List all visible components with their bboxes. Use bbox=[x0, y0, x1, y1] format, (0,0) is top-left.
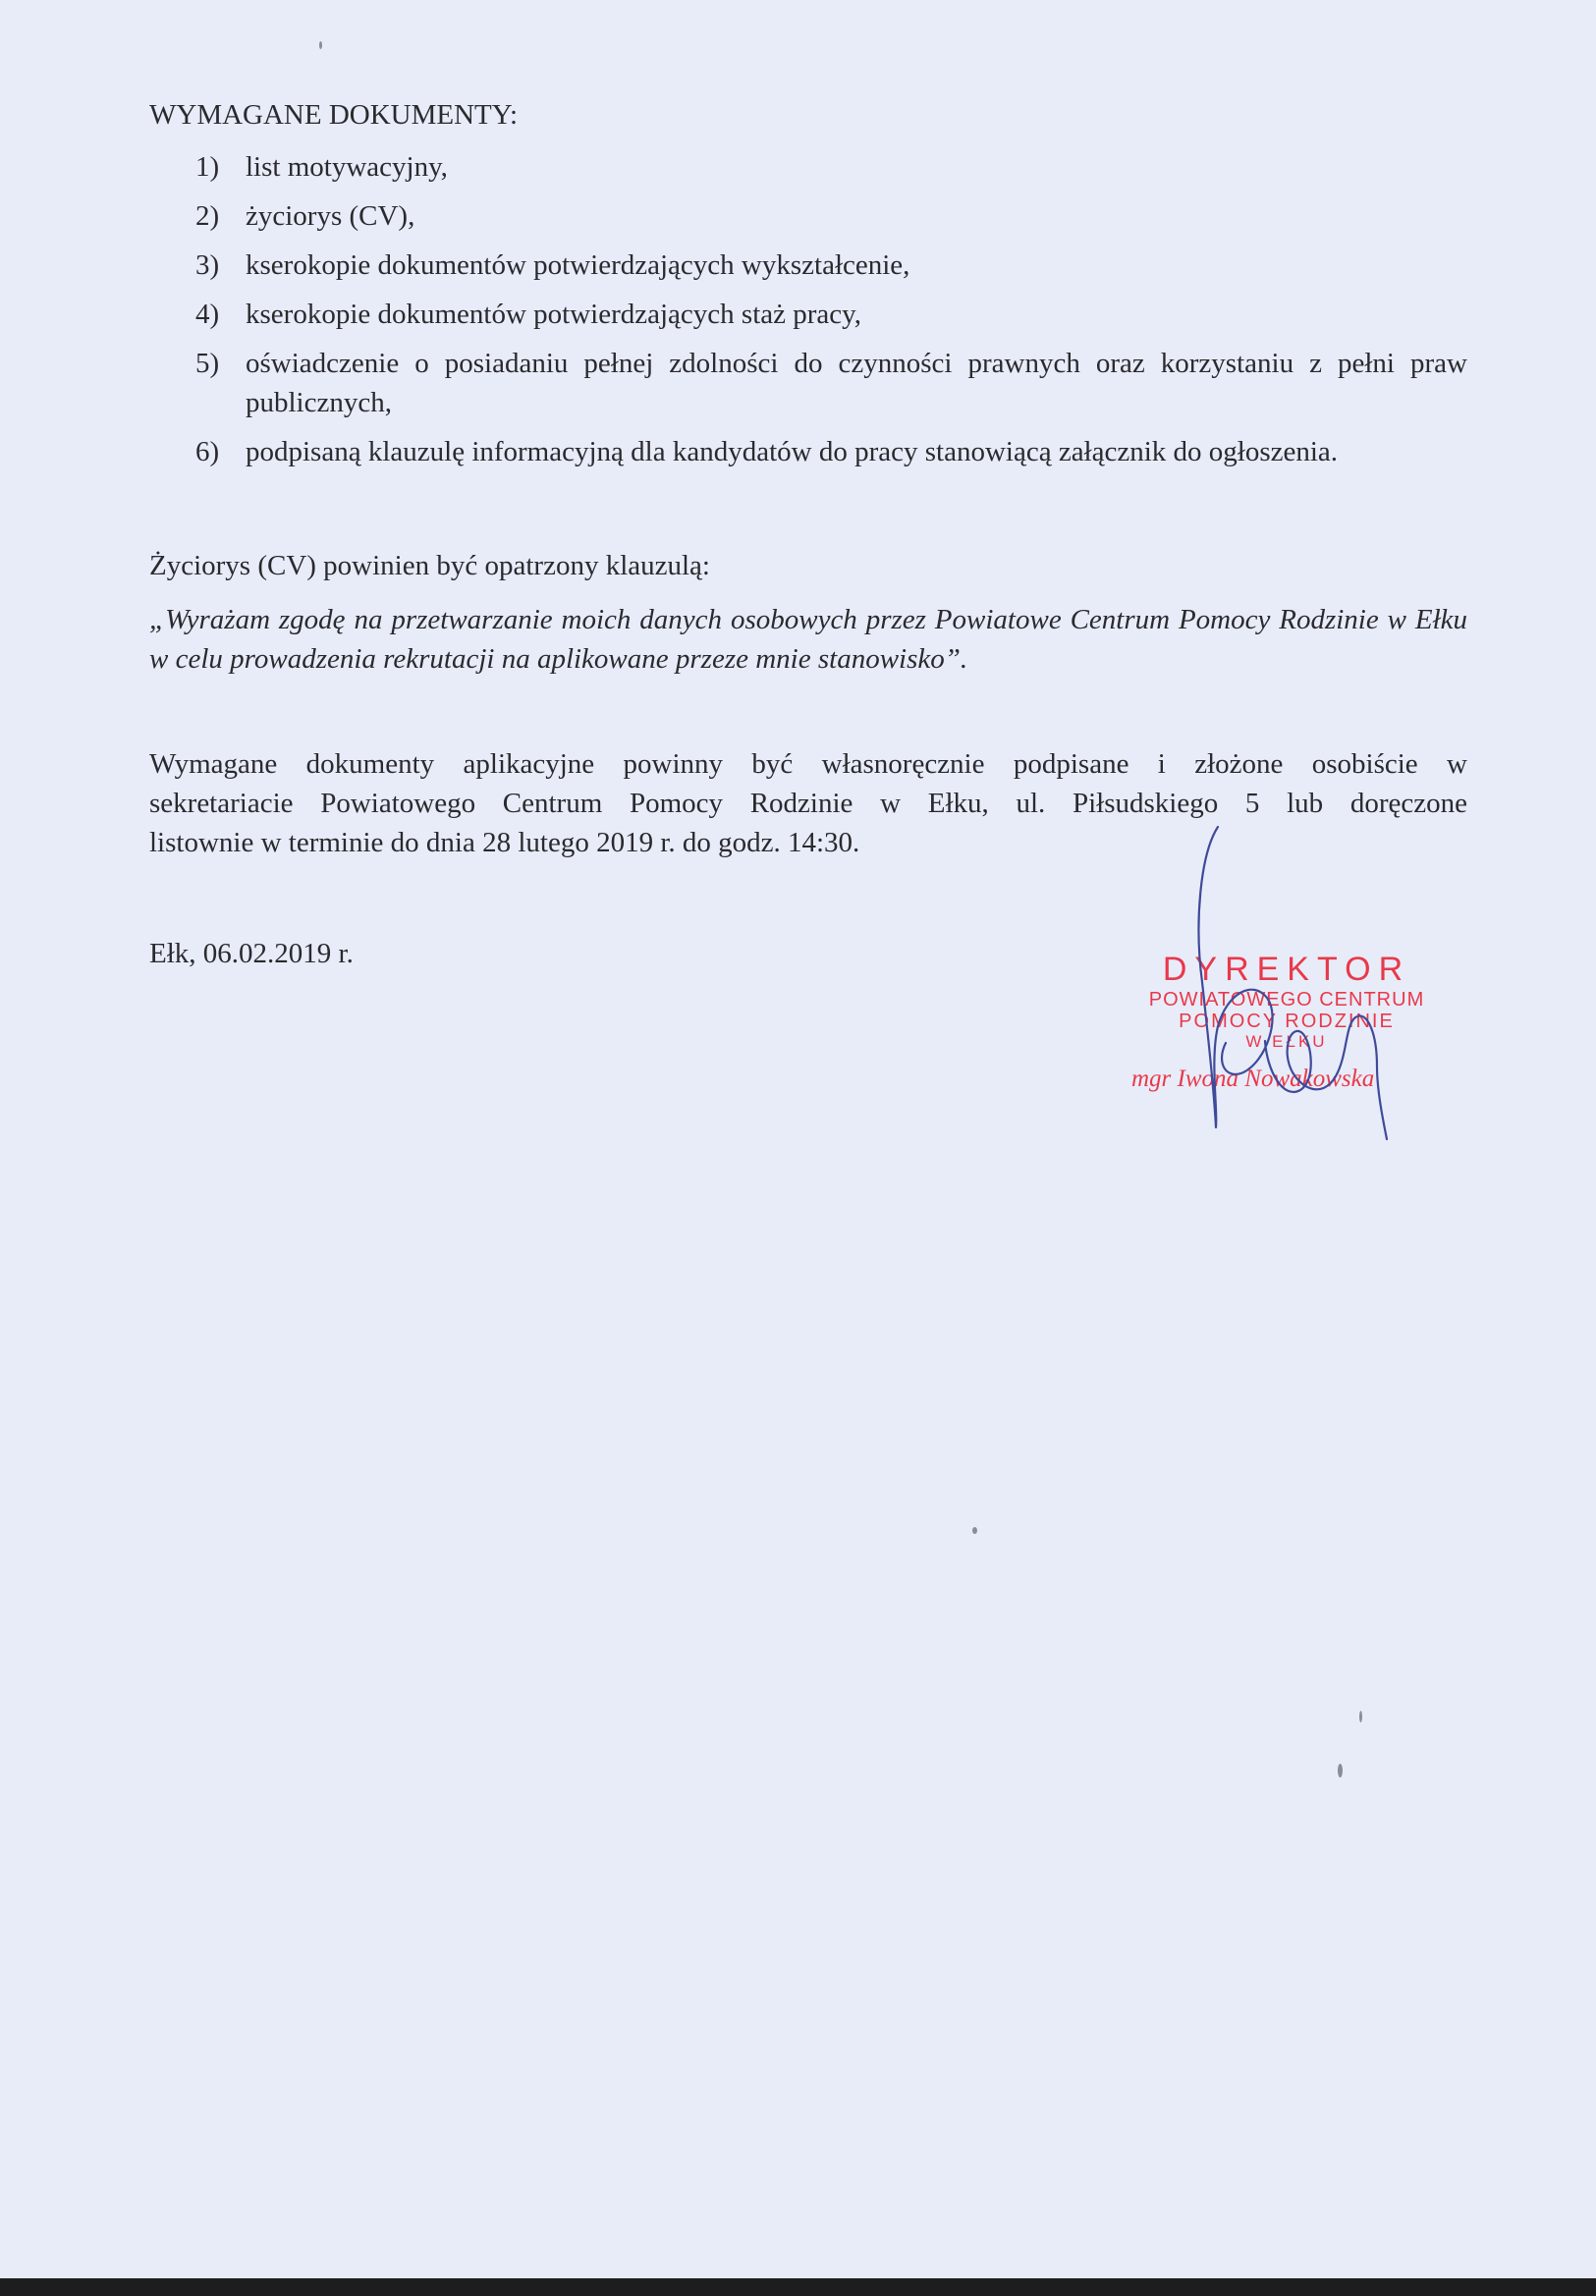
list-item bbox=[149, 196, 1467, 236]
stamp-institution-line: W EŁKU bbox=[1245, 1032, 1328, 1051]
list-item-text: oświadczenie o posiadaniu pełnej zdolności do czynności prawnych oraz korzystaniu z pełni praw publicznych, bbox=[246, 348, 1467, 418]
stamp-title: DYREKTOR bbox=[1162, 951, 1411, 988]
scan-speck bbox=[972, 1527, 977, 1534]
list-item-number: 5) bbox=[195, 348, 220, 379]
list-item-number: 4) bbox=[195, 299, 220, 330]
scan-speck bbox=[1359, 1711, 1362, 1722]
stamp-signatory-name: mgr Iwona Nowakowska bbox=[1131, 1066, 1375, 1092]
list-item bbox=[149, 432, 1467, 471]
director-stamp bbox=[1105, 943, 1468, 1110]
stamp-institution-line: POWIATOWEGO CENTRUM bbox=[1148, 989, 1425, 1011]
submission-line: sekretariacie Powiatowego Centrum Pomocy Rodzinie w Ełku, ul. Piłsudskiego 5 lub doręczone bbox=[149, 788, 1467, 819]
list-item-text: list motywacyjny, bbox=[246, 151, 448, 183]
required-documents-list bbox=[149, 147, 1467, 481]
list-item-number: 1) bbox=[195, 151, 220, 183]
list-item bbox=[149, 295, 1467, 334]
place-and-date: Ełk, 06.02.2019 r. bbox=[149, 938, 354, 969]
list-item-text: życiorys (CV), bbox=[246, 200, 415, 232]
list-item bbox=[149, 246, 1467, 285]
submission-line: listownie w terminie do dnia 28 lutego 2019 r. do godz. 14:30. bbox=[149, 827, 860, 858]
submission-line: Wymagane dokumenty aplikacyjne powinny być własnoręcznie podpisane i złożone osobiście w bbox=[149, 748, 1467, 780]
list-item-number: 3) bbox=[195, 249, 220, 281]
documents-heading: WYMAGANE DOKUMENTY: bbox=[149, 99, 519, 131]
scan-speck bbox=[319, 41, 322, 49]
scan-bottom-edge bbox=[0, 2278, 1596, 2296]
list-item-text: kserokopie dokumentów potwierdzających staż pracy, bbox=[246, 299, 862, 330]
list-item-text: kserokopie dokumentów potwierdzających wykształcenie, bbox=[246, 249, 910, 281]
cv-clause-text: „Wyrażam zgodę na przetwarzanie moich danych osobowych przez Powiatowe Centrum Pomocy Rodzinie w Ełku w celu prowadzenia rekrutacji na aplikowane przeze mnie stanowisko”. bbox=[149, 604, 1467, 675]
list-item-number: 6) bbox=[195, 436, 220, 467]
submission-paragraph bbox=[149, 744, 1467, 862]
list-item bbox=[149, 147, 1467, 187]
list-item-text: podpisaną klauzulę informacyjną dla kandydatów do pracy stanowiącą załącznik do ogłoszenia. bbox=[246, 436, 1339, 467]
scan-speck bbox=[1338, 1764, 1343, 1777]
list-item bbox=[149, 344, 1467, 422]
list-item-number: 2) bbox=[195, 200, 220, 232]
stamp-institution-line: POMOCY RODZINIE bbox=[1179, 1011, 1395, 1032]
cv-clause-heading: Życiorys (CV) powinien być opatrzony klauzulą: bbox=[149, 550, 710, 581]
